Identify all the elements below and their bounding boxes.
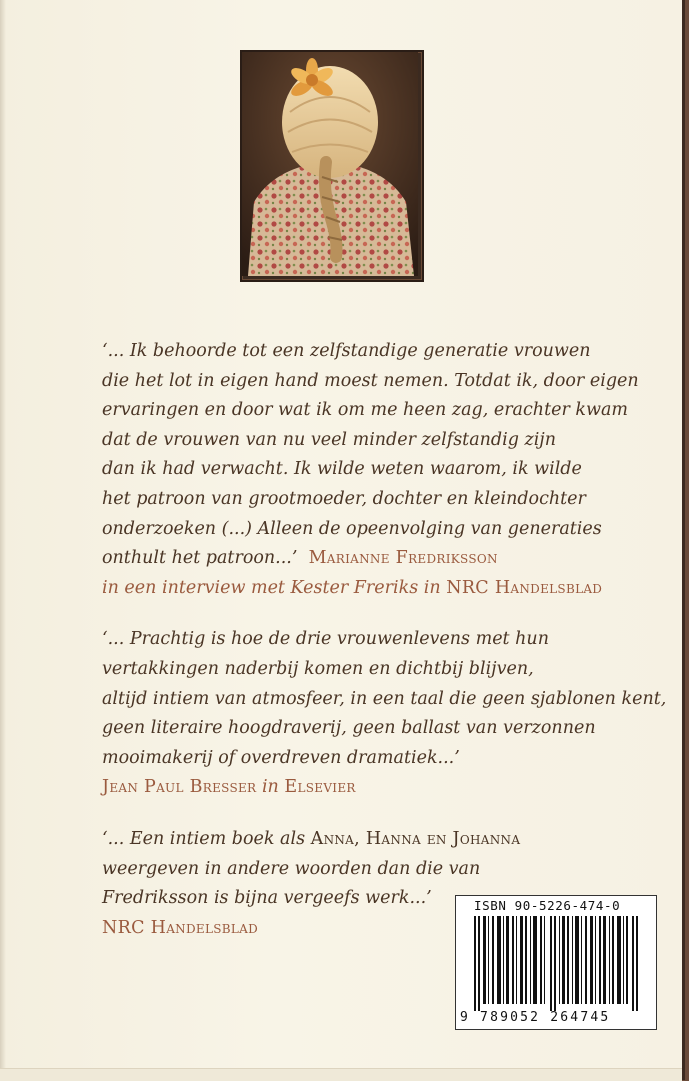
- isbn-number: ISBN 90-5226-474-0: [474, 898, 621, 913]
- quote-line: ‘... Ik behoorde tot een zelfstandige generatie vrouwen: [102, 341, 591, 361]
- quote-line: dan ik had verwacht. Ik wilde weten waarom, ik wilde: [102, 459, 582, 480]
- quote-in: in: [261, 777, 279, 798]
- quote-source: NRC Handelsblad: [446, 577, 603, 598]
- quote-line: dat de vrouwen van nu veel minder zelfstandig zijn: [102, 429, 556, 450]
- ean-number: 9 789052 264745: [460, 1010, 611, 1025]
- quote-line: onderzoeken (...) Alleen de opeenvolging van generaties: [102, 518, 602, 539]
- quote-author: Jean Paul Bresser: [102, 777, 257, 798]
- quote-line: weergeven in andere woorden dan die van: [102, 858, 481, 879]
- quote-line: Fredriksson is bijna vergeefs werk...’: [102, 888, 432, 909]
- quote-line-with-title: [102, 825, 662, 855]
- quote-author: Marianne Fredriksson: [308, 548, 498, 569]
- cover-bottom-edge: [0, 1068, 682, 1081]
- quote-line-with-author: [102, 544, 662, 574]
- quote-source-line: [102, 574, 662, 604]
- isbn-barcode: [455, 895, 657, 1030]
- cover-photo: [240, 50, 424, 282]
- cover-spine-edge: [0, 0, 6, 1080]
- book-title: Anna, Hanna en Johanna: [310, 828, 521, 849]
- quote-source-prefix: in een interview met Kester Freriks in: [102, 577, 441, 598]
- quote-source: Elsevier: [284, 777, 356, 798]
- review-quotes: [102, 337, 667, 943]
- girl-photo-illustration: [242, 52, 418, 276]
- quote-line: ervaringen en door wat ik om me heen zag, erachter kwam: [102, 400, 628, 421]
- quote-line: het patroon van grootmoeder, dochter en kleindochter: [102, 488, 586, 509]
- quote-last-line: onthult het patroon...’: [102, 548, 298, 569]
- quote-line: altijd intiem van atmosfeer, in een taal die geen sjablonen kent,: [102, 688, 667, 709]
- quote-line: die het lot in eigen hand moest nemen. Totdat ik, door eigen: [102, 370, 639, 391]
- quote-attribution: [102, 773, 662, 803]
- quote-block-1: [102, 337, 662, 603]
- quote-block-2: [102, 625, 667, 803]
- quote-line: mooimakerij of overdreven dramatiek...’: [102, 747, 460, 768]
- quote-line: geen literaire hoogdraverij, geen ballast van verzonnen: [102, 718, 596, 739]
- quote-line: ‘... Prachtig is hoe de drie vrouwenlevens met hun: [102, 629, 549, 650]
- quote-line-prefix: ‘... Een intiem boek als: [102, 828, 306, 849]
- barcode-bars: [466, 916, 646, 1011]
- quote-line: vertakkingen naderbij komen en dichtbij blijven,: [102, 658, 534, 679]
- quote-source: NRC Handelsblad: [102, 917, 259, 938]
